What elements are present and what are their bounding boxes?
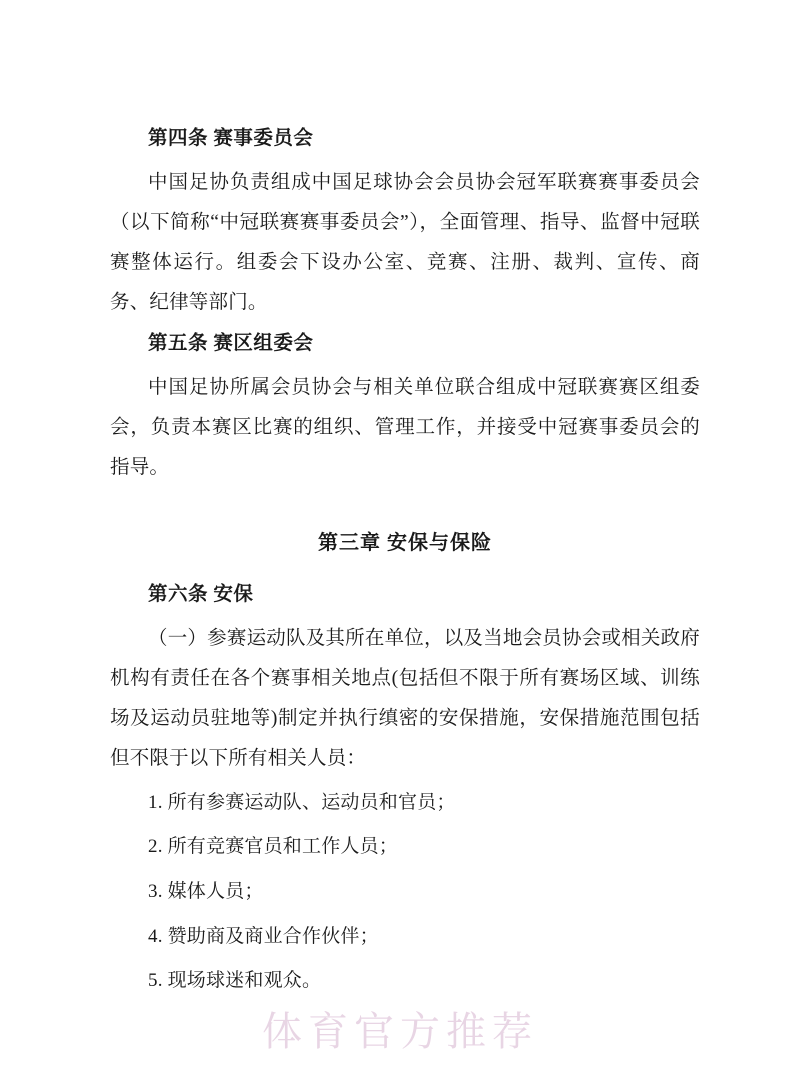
list-item: 2. 所有竞赛官员和工作人员； xyxy=(148,836,399,858)
list-item: 5. 现场球迷和观众。 xyxy=(148,970,322,992)
paragraph-article-5-body: 中国足协所属会员协会与相关单位联合组成中冠联赛赛区组委会，负责本赛区比赛的组织、管理工作，并接受中冠赛事委员会的指导。 xyxy=(110,376,700,478)
list-item: 1. 所有参赛运动队、运动员和官员； xyxy=(148,791,456,813)
list-item: 3. 媒体人员； xyxy=(148,881,264,903)
paragraph-article-4-body: 中国足协负责组成中国足球协会会员协会冠军联赛赛事委员会（以下简称“中冠联赛赛事委员会”），全面管理、指导、监督中冠联赛整体运行。组委会下设办公室、竞赛、注册、裁判、宣传、商务、纪律等部门。 xyxy=(110,172,700,313)
section-heading-article-4: 第四条 赛事委员会 xyxy=(148,128,314,149)
section-heading-article-6: 第六条 安保 xyxy=(148,583,254,605)
paragraph-article-6-item-1: （一）参赛运动队及其所在单位，以及当地会员协会或相关政府机构有责任在各个赛事相关地点(包括但不限于所有赛场区域、训练场及运动员驻地等)制定并执行缜密的安保措施，安保措施范围包括但不限于以下所有相关人员： xyxy=(110,627,700,769)
chapter-heading-3: 第三章 安保与保险 xyxy=(318,531,492,554)
section-heading-article-5: 第五条 赛区组委会 xyxy=(148,332,314,354)
list-item: 4. 赞助商及商业合作伙伴； xyxy=(148,925,379,947)
watermark: 体育官方推荐 xyxy=(262,1009,538,1054)
document-body xyxy=(110,120,700,1004)
